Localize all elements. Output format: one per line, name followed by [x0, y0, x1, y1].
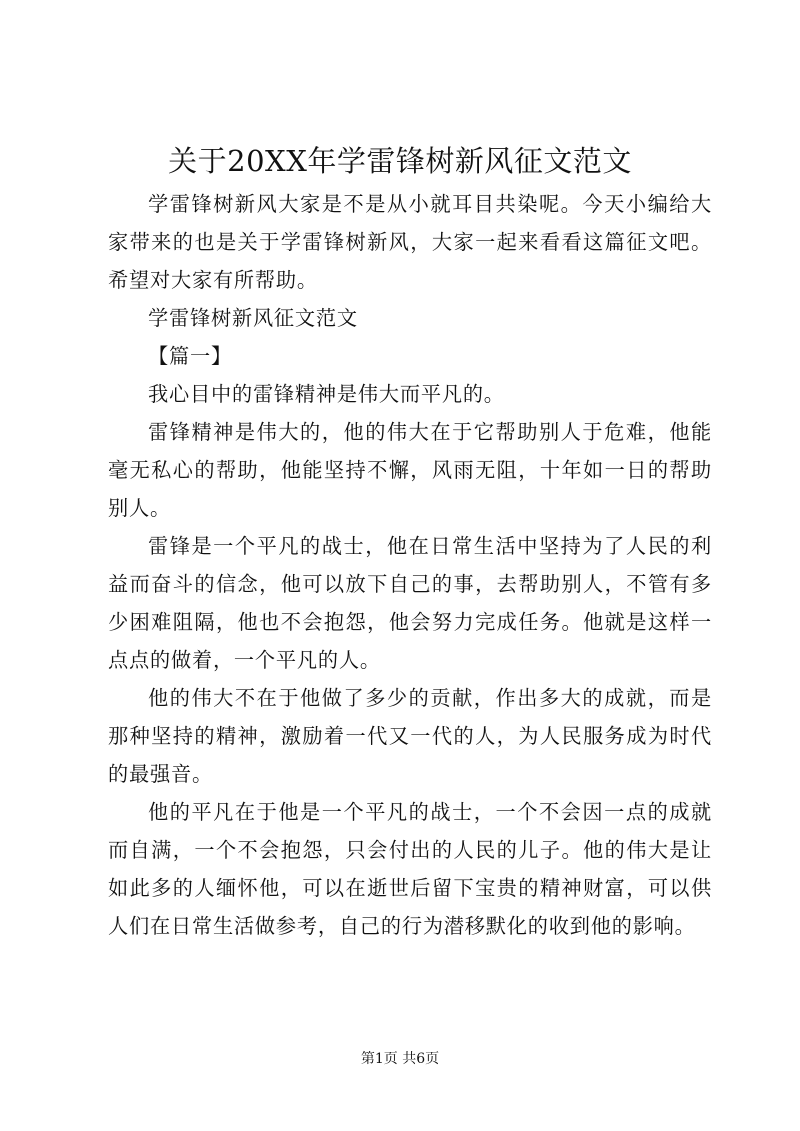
- document-body: [108, 185, 712, 945]
- paragraph: 雷锋精神是伟大的，他的伟大在于它帮助别人于危难，他能毫无私心的帮助，他能坚持不懈，风雨无阻，十年如一日的帮助别人。: [108, 420, 712, 520]
- paragraph: 我心目中的雷锋精神是伟大而平凡的。: [148, 382, 505, 406]
- page-number-footer: 第1页 共6页: [360, 1051, 440, 1067]
- document-title: 关于20XX年学雷锋树新风征文范文: [168, 144, 632, 178]
- paragraph: 雷锋是一个平凡的战士，他在日常生活中坚持为了人民的利益而奋斗的信念，他可以放下自己的事，去帮助别人，不管有多少困难阻隔，他也不会抱怨，他会努力完成任务。他就是这样一点点的做着，一个平凡的人。: [108, 534, 712, 672]
- paragraph: 他的伟大不在于他做了多少的贡献，作出多大的成就，而是那种坚持的精神，激励着一代又一代的人，为人民服务成为时代的最强音。: [108, 686, 712, 786]
- paragraph-subtitle: 学雷锋树新风征文范文: [148, 306, 358, 330]
- paragraph: 他的平凡在于他是一个平凡的战士，一个不会因一点的成就而自满，一个不会抱怨，只会付出的人民的儿子。他的伟大是让如此多的人缅怀他，可以在逝世后留下宝贵的精神财富，可以供人们在日常生活做参考，自己的行为潜移默化的收到他的影响。: [108, 800, 712, 938]
- paragraph-section-label: 【篇一】: [148, 344, 232, 368]
- paragraph-intro: 学雷锋树新风大家是不是从小就耳目共染呢。今天小编给大家带来的也是关于学雷锋树新风，大家一起来看看这篇征文吧。希望对大家有所帮助。: [108, 192, 712, 292]
